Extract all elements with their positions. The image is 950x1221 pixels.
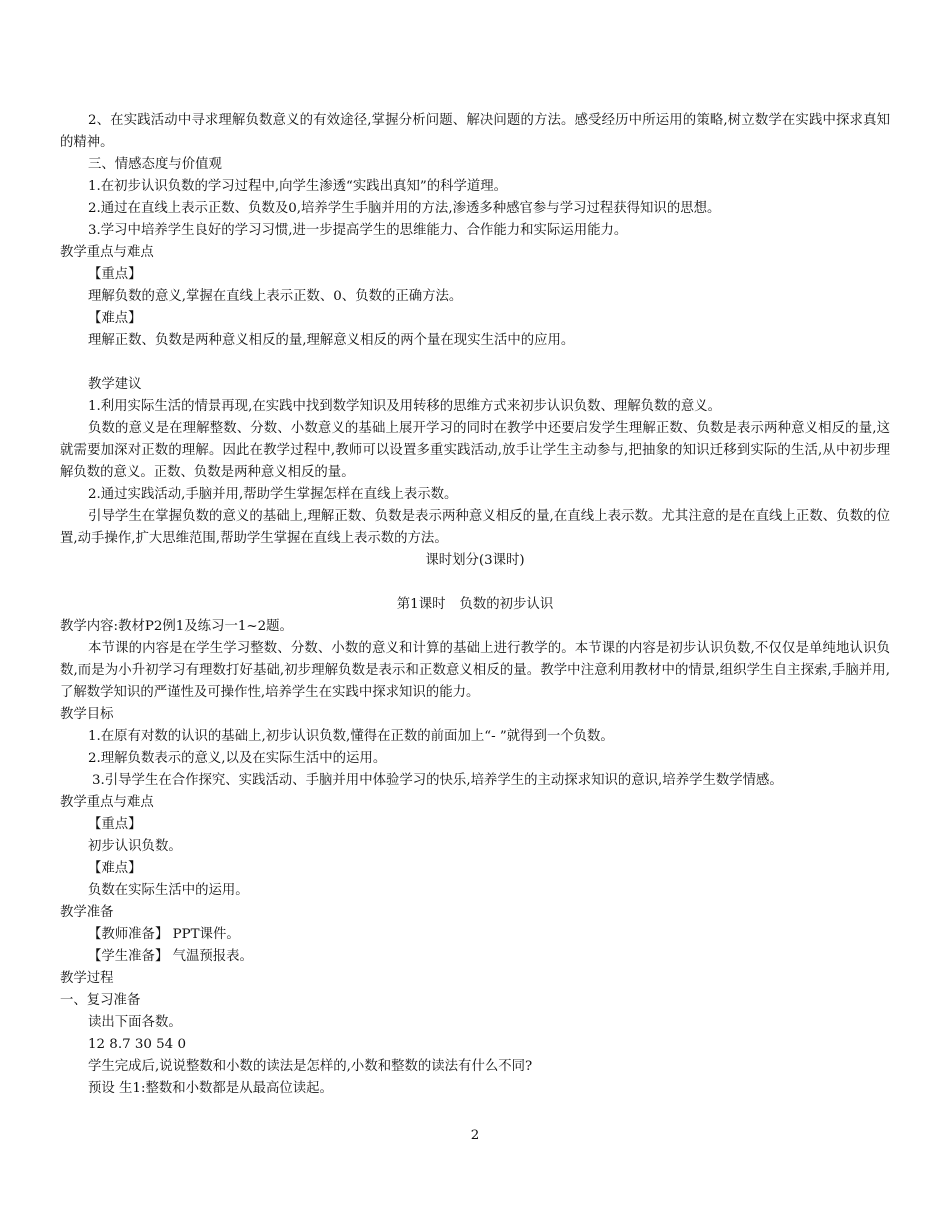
lesson-topic: 负数的初步认识 xyxy=(459,597,554,612)
label-key-point: 【重点】 xyxy=(88,267,142,282)
heading-teaching-process: 教学过程 xyxy=(60,971,114,986)
lesson-number: 第1课时 xyxy=(396,597,446,612)
suggestion-item-2: 2.通过实践活动,手脑并用,帮助学生掌握怎样在直线上表示数。 xyxy=(88,487,458,502)
page-number: 2 xyxy=(470,1128,480,1143)
discussion-question: 学生完成后,说说整数和小数的读法是怎样的,小数和整数的读法有什么不同? xyxy=(88,1059,533,1074)
goal-item-1: 1.在原有对数的认识的基础上,初步认识负数,懂得在正数的前面加上“- ”就得到一个负数。 xyxy=(88,729,614,744)
read-numbers-instruction: 读出下面各数。 xyxy=(88,1015,182,1030)
lesson-1-title xyxy=(60,594,890,616)
student-preparation: 【学生准备】 气温预报表。 xyxy=(88,949,253,964)
preset-answer-1: 预设 生1:整数和小数都是从最高位读起。 xyxy=(88,1081,333,1096)
goal-item-3: 3.引导学生在合作探究、实践活动、手脑并用中体验学习的快乐,培养学生的主动探求知识的意识,培养学生数学情感。 xyxy=(92,773,783,788)
heading-teaching-suggestions: 教学建议 xyxy=(88,377,142,392)
heading-teaching-preparation: 教学准备 xyxy=(60,905,114,920)
paragraph-number-line-guidance: 引导学生在掌握负数的意义的基础上,理解正数、负数是表示两种意义相反的量,在直线上表示数。尤其注意的是在直线上正数、负数的位置,动手操作,扩大思维范围,帮助学生掌握在直线上表示数的方法。 xyxy=(60,509,890,546)
key-point-text: 理解负数的意义,掌握在直线上表示正数、0、负数的正确方法。 xyxy=(88,289,463,304)
attitude-item-3: 3.学习中培养学生良好的学习习惯,进一步提高学生的思维能力、合作能力和实际运用能力。 xyxy=(88,223,628,238)
document-page xyxy=(60,110,890,1100)
number-list: 12 8.7 30 54 0 xyxy=(88,1037,186,1052)
section-review-preparation: 一、复习准备 xyxy=(60,993,141,1008)
attitude-item-1: 1.在初步认识负数的学习过程中,向学生渗透“实践出真知”的科学道理。 xyxy=(88,179,508,194)
attitude-item-2: 2.通过在直线上表示正数、负数及0,培养学生手脑并用的方法,渗透多种感官参与学习过程获得知识的思想。 xyxy=(88,201,721,216)
suggestion-item-1: 1.利用实际生活的情景再现,在实践中找到数学知识及用转移的思维方式来初步认识负数、理解负数的意义。 xyxy=(88,399,721,414)
spacer xyxy=(60,352,890,374)
difficult-point-text-2: 负数在实际生活中的运用。 xyxy=(88,883,249,898)
paragraph-lesson-intro: 本节课的内容是在学生学习整数、分数、小数的意义和计算的基础上进行教学的。本节课的内容是初步认识负数,不仅仅是单纯地认识负数,而是为小升初学习有理数打好基础,初步理解负数是表示和正数意义相反的量。教学中注意利用教材中的情景,组织学生自主探索,手脑并用,了解数学知识的严谨性及可操作性,培养学生在实践中探求知识的能力。 xyxy=(60,641,890,700)
label-difficult-point: 【难点】 xyxy=(88,311,142,326)
key-point-text-2: 初步认识负数。 xyxy=(88,839,182,854)
label-key-point-2: 【重点】 xyxy=(88,817,142,832)
lesson-division-heading: 课时划分(3课时) xyxy=(425,553,525,568)
label-difficult-point-2: 【难点】 xyxy=(88,861,142,876)
spacer xyxy=(60,572,890,594)
teaching-content: 教学内容:教材P2例1及练习一1~2题。 xyxy=(60,619,293,634)
paragraph-process-goal: 2、在实践活动中寻求理解负数意义的有效途径,掌握分析问题、解决问题的方法。感受经历中所运用的策略,树立数学在实践中探求真知的精神。 xyxy=(60,113,890,150)
heading-key-difficult-points: 教学重点与难点 xyxy=(60,245,154,260)
heading-teaching-goals: 教学目标 xyxy=(60,707,114,722)
section-heading-attitude-values: 三、情感态度与价值观 xyxy=(88,157,222,172)
teacher-preparation: 【教师准备】 PPT课件。 xyxy=(88,927,240,942)
paragraph-negative-meaning: 负数的意义是在理解整数、分数、小数意义的基础上展开学习的同时在教学中还要启发学生理解正数、负数是表示两种意义相反的量,这就需要加深对正数的理解。因此在教学过程中,教师可以设置多重实践活动,放手让学生主动参与,把抽象的知识迁移到实际的生活,从中初步理解负数的意义。正数、负数是两种意义相反的量。 xyxy=(60,421,890,480)
heading-key-difficult-points-2: 教学重点与难点 xyxy=(60,795,154,810)
difficult-point-text: 理解正数、负数是两种意义相反的量,理解意义相反的两个量在现实生活中的应用。 xyxy=(88,333,575,348)
goal-item-2: 2.理解负数表示的意义,以及在实际生活中的运用。 xyxy=(88,751,387,766)
